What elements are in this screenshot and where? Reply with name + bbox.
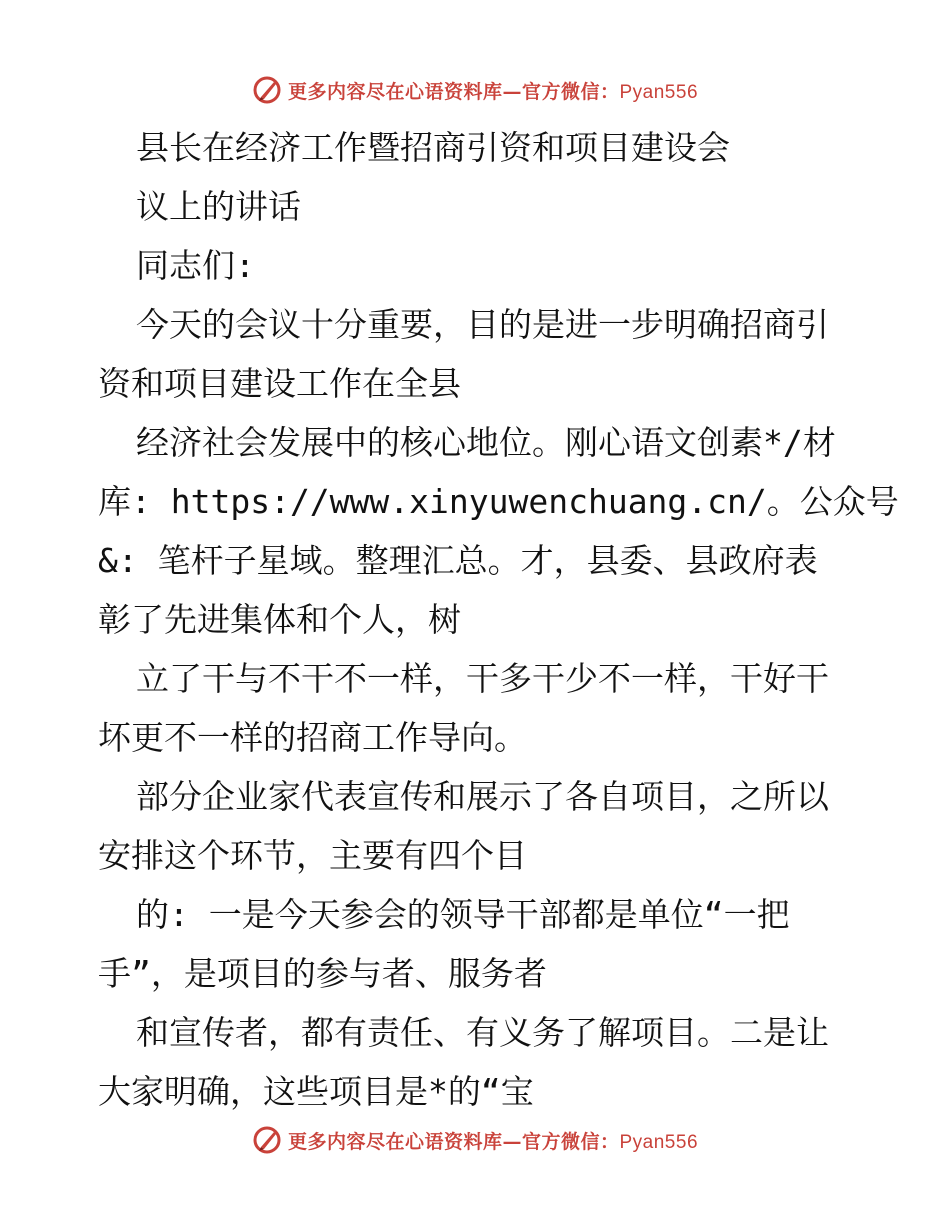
quill-logo-icon: [252, 75, 282, 105]
text-line: 和宣传者，都有责任、有义务了解项目。二是让: [136, 1013, 829, 1052]
watermark-text: [288, 77, 698, 104]
quill-logo-icon: [252, 1125, 282, 1155]
text-line: 县长在经济工作暨招商引资和项目建设会: [136, 128, 730, 167]
watermark-label: 更多内容尽在心语资料库—官方微信：: [287, 1130, 620, 1153]
text-line: &: 笔杆子星域。整理汇总。才，县委、县政府表: [98, 541, 818, 580]
watermark-text: [288, 1127, 698, 1154]
watermark-footer: [0, 1120, 950, 1160]
text-line: 坏更不一样的招商工作导向。: [98, 718, 527, 757]
text-line: 议上的讲话: [136, 187, 301, 226]
text-line: 经济社会发展中的核心地位。刚心语文创素*/材: [136, 423, 836, 462]
text-line: 手”，是项目的参与者、服务者: [98, 954, 547, 993]
text-line: 立了干与不干不一样，干多干少不一样，干好干: [136, 659, 829, 698]
watermark-header: [0, 70, 950, 110]
text-line: 安排这个环节，主要有四个目: [98, 836, 527, 875]
text-line: 大家明确，这些项目是*的“宝: [98, 1072, 534, 1111]
text-line: 的: 一是今天参会的领导干部都是单位“一把: [136, 895, 790, 934]
text-line: 资和项目建设工作在全县: [98, 364, 461, 403]
text-line: 部分企业家代表宣传和展示了各自项目，之所以: [136, 777, 829, 816]
text-line: 彰了先进集体和个人，树: [98, 600, 461, 639]
text-line: 今天的会议十分重要，目的是进一步明确招商引: [136, 305, 829, 344]
text-line: 库: https://www.xinyuwenchuang.cn/。公众号: [98, 482, 899, 521]
watermark-wechat-id: Pyan556: [619, 81, 699, 103]
document-body: [98, 118, 899, 1121]
text-line: 同志们:: [136, 246, 255, 285]
watermark-wechat-id: Pyan556: [619, 1131, 699, 1153]
watermark-label: 更多内容尽在心语资料库—官方微信：: [287, 80, 620, 103]
